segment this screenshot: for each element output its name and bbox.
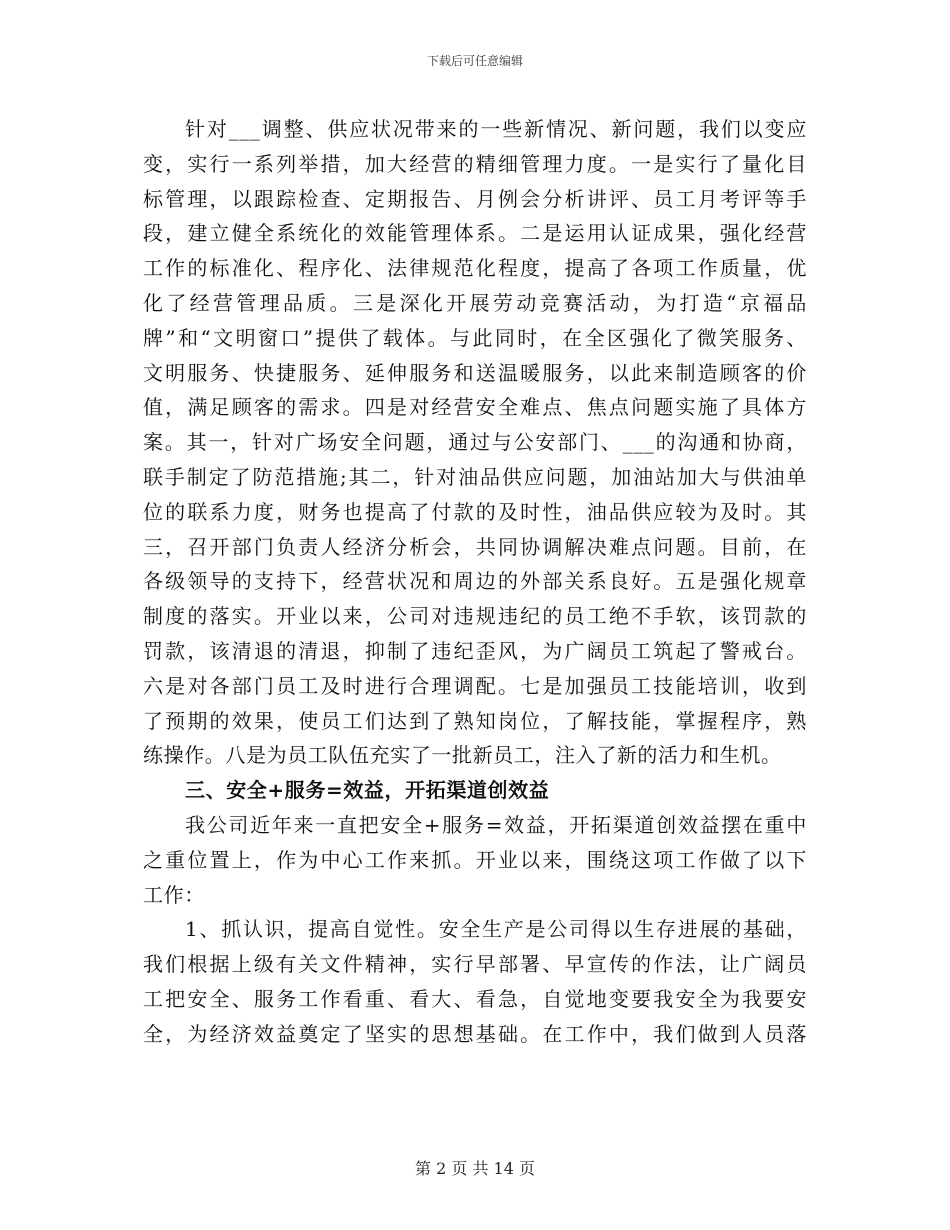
paragraph-line: 工作：	[143, 882, 205, 907]
section-heading: 三、安全+服务=效益，开拓渠道创效益	[185, 778, 550, 803]
paragraph-line: 联手制定了防范措施;其二，针对油品供应问题，加油站加大与供油单	[143, 464, 807, 489]
paragraph-line: 段，建立健全系统化的效能管理体系。二是运用认证成果，强化经营	[143, 221, 807, 246]
paragraph-line: 练操作。八是为员工队伍充实了一批新员工，注入了新的活力和生机。	[143, 743, 782, 768]
document-body	[143, 112, 807, 1052]
paragraph-line: 我们根据上级有关文件精神，实行早部署、早宣传的作法，让广阔员	[143, 952, 807, 977]
paragraph-line: 之重位置上，作为中心工作来抓。开业以来，围绕这项工作做了以下	[143, 847, 807, 872]
paragraph-line: 我公司近年来一直把安全+服务=效益，开拓渠道创效益摆在重中	[185, 812, 807, 837]
paragraph-line: 针对___调整、供应状况带来的一些新情况、新问题，我们以变应	[185, 117, 807, 141]
paragraph-line: 案。其一，针对广场安全问题，通过与公安部门、___的沟通和协商，	[143, 430, 807, 455]
paragraph-line: 位的联系力度，财务也提高了付款的及时性，油品供应较为及时。其	[143, 499, 807, 524]
paragraph-line: 变，实行一系列举措，加大经营的精细管理力度。一是实行了量化目	[143, 151, 807, 176]
paragraph-line: 化了经营管理品质。三是深化开展劳动竞赛活动，为打造“京福品	[143, 290, 807, 315]
paragraph-line: 工作的标准化、程序化、法律规范化程度，提高了各项工作质量，优	[143, 256, 807, 281]
paragraph-line: 了预期的效果，使员工们达到了熟知岗位，了解技能，掌握程序，熟	[143, 708, 807, 733]
page-footer: 第 2 页 共 14 页	[415, 1159, 535, 1178]
paragraph-line: 牌”和“文明窗口”提供了载体。与此同时，在全区强化了微笑服务、	[143, 325, 807, 350]
paragraph-line: 全，为经济效益奠定了坚实的思想基础。在工作中，我们做到人员落	[143, 1021, 807, 1046]
paragraph-line: 标管理，以跟踪检查、定期报告、月例会分析讲评、员工月考评等手	[143, 186, 807, 211]
paragraph-line: 六是对各部门员工及时进行合理调配。七是加强员工技能培训，收到	[143, 673, 807, 698]
paragraph-line: 工把安全、服务工作看重、看大、看急，自觉地变要我安全为我要安	[143, 986, 807, 1011]
paragraph-line: 制度的落实。开业以来，公司对违规违纪的员工绝不手软，该罚款的	[143, 604, 807, 629]
paragraph-line: 各级领导的支持下，经营状况和周边的外部关系良好。五是强化规章	[143, 569, 807, 594]
paragraph-line: 罚款，该清退的清退，抑制了违纪歪风，为广阔员工筑起了警戒台。	[143, 638, 807, 663]
paragraph-line: 三，召开部门负责人经济分析会，共同协调解决难点问题。目前，在	[143, 534, 807, 559]
paragraph-line: 值，满足顾客的需求。四是对经营安全难点、焦点问题实施了具体方	[143, 395, 807, 420]
paragraph-line: 1、抓认识，提高自觉性。安全生产是公司得以生存进展的基础，	[185, 917, 807, 942]
page-header: 下载后可任意编辑	[426, 54, 523, 68]
paragraph-line: 文明服务、快捷服务、延伸服务和送温暖服务，以此来制造顾客的价	[143, 360, 807, 385]
